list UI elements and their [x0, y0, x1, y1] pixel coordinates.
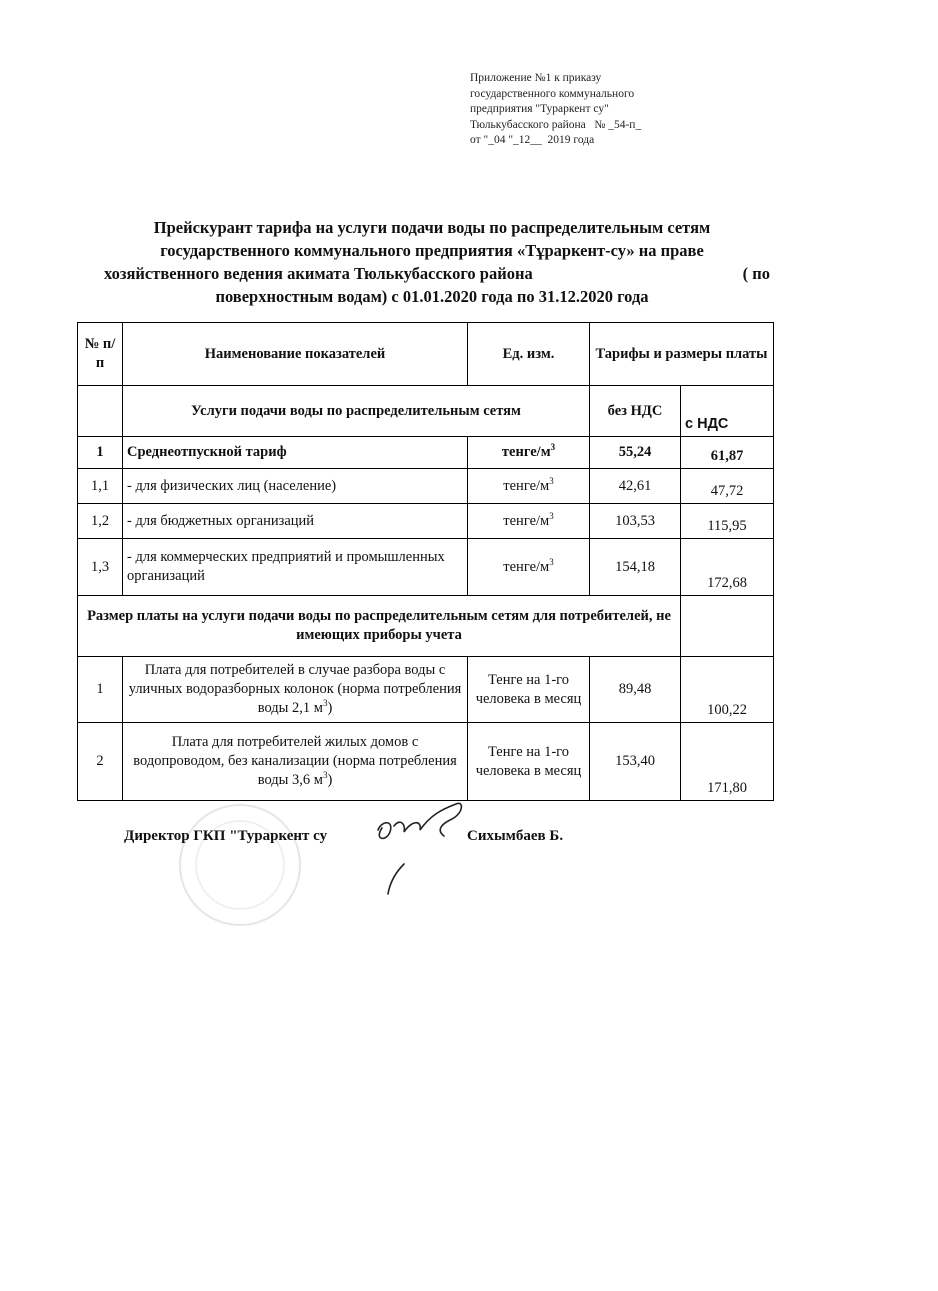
table-row — [78, 539, 774, 596]
row-unit-text: тенге/м — [503, 512, 550, 529]
subheader-service: Услуги подачи воды по распределительным сетям — [123, 386, 590, 437]
row-num: 1 — [78, 437, 123, 469]
annex-line: Тюлькубасского района № _54-п_ — [470, 118, 642, 131]
table-row — [78, 437, 774, 469]
header-tariffs: Тарифы и размеры платы — [590, 323, 774, 386]
row-name — [123, 657, 468, 723]
section-title: Размер платы на услуги подачи воды по распределительным сетям для потребителей, не имеющих приборы учета — [78, 596, 681, 657]
title-line: поверхностным водам) с 01.01.2020 года по 31.12.2020 года — [215, 287, 649, 306]
title-line: государственного коммунального предприятия «Тұраркент-су» на праве — [160, 241, 704, 260]
director-name: Сихымбаев Б. — [467, 828, 564, 844]
header-unit: Ед. изм. — [468, 323, 590, 386]
tariff-table — [77, 322, 774, 801]
section-empty — [681, 596, 774, 657]
row-num: 1 — [78, 657, 123, 723]
title-line: Прейскурант тарифа на услуги подачи воды по распределительным сетям — [153, 218, 711, 237]
row-unit-text: тенге/м — [503, 477, 550, 494]
annex-line: от "_04 "_12__ 2019 года — [470, 134, 595, 146]
row-name: - для бюджетных организаций — [123, 504, 468, 539]
row-name-tail: ) — [327, 700, 333, 716]
row-unit-text: тенге/м — [503, 558, 550, 575]
row-name: Среднеотпускной тариф — [123, 437, 468, 469]
stamp-icon — [140, 800, 340, 930]
row-unit-exp: 3 — [549, 556, 554, 567]
row-unit-exp: 3 — [550, 442, 556, 453]
row-with-vat: 115,95 — [681, 504, 774, 539]
row-unit: Тенге на 1-го человека в месяц — [468, 657, 590, 723]
title-line — [92, 262, 772, 285]
row-unit — [468, 469, 590, 504]
row-num: 2 — [78, 723, 123, 801]
title-line-tail: ( по — [742, 264, 770, 283]
annex-line: Приложение №1 к приказу — [470, 72, 602, 84]
director-position: Директор ГКП "Тураркент су — [124, 828, 328, 844]
subheader-with-vat: с НДС — [681, 386, 774, 437]
signature-icon — [360, 790, 480, 900]
table-row — [78, 657, 774, 723]
row-name-text: Плата для потребителей жилых домов с водопроводом, без канализации (норма потребления воды 3,6 м — [133, 734, 457, 788]
table-row — [78, 723, 774, 801]
annex-line: предприятия "Тураркент су" — [470, 103, 609, 115]
row-no-vat: 103,53 — [590, 504, 681, 539]
row-num: 1,2 — [78, 504, 123, 539]
row-name-exp: 3 — [322, 698, 328, 709]
table-subheader-row — [78, 386, 774, 437]
section-row — [78, 596, 774, 657]
row-name-text: Плата для потребителей в случае разбора воды с уличных водоразборных колонок (норма потребления воды 2,1 м — [128, 662, 462, 716]
row-no-vat: 154,18 — [590, 539, 681, 596]
row-name-exp: 3 — [322, 770, 328, 781]
table-row — [78, 504, 774, 539]
row-no-vat: 55,24 — [590, 437, 681, 469]
row-num: 1,1 — [78, 469, 123, 504]
table-row — [78, 469, 774, 504]
title-line-text: хозяйственного ведения акимата Тюлькубасского района — [104, 264, 533, 283]
row-name-tail: ) — [327, 772, 333, 788]
row-no-vat: 153,40 — [590, 723, 681, 801]
document-title — [92, 216, 772, 308]
subheader-empty — [78, 386, 123, 437]
row-with-vat: 61,87 — [681, 437, 774, 469]
row-no-vat: 42,61 — [590, 469, 681, 504]
row-name: - для физических лиц (население) — [123, 469, 468, 504]
row-unit-text: тенге/м — [501, 444, 551, 460]
row-name — [123, 723, 468, 801]
table-header-row — [78, 323, 774, 386]
row-unit — [468, 539, 590, 596]
row-unit-exp: 3 — [549, 510, 554, 521]
header-num: № п/п — [78, 323, 123, 386]
row-no-vat: 89,48 — [590, 657, 681, 723]
row-unit — [468, 437, 590, 469]
row-with-vat: 171,80 — [681, 723, 774, 801]
row-name: - для коммерческих предприятий и промышленных организаций — [123, 539, 468, 596]
row-num: 1,3 — [78, 539, 123, 596]
row-unit: Тенге на 1-го человека в месяц — [468, 723, 590, 801]
row-with-vat: 172,68 — [681, 539, 774, 596]
row-with-vat: 47,72 — [681, 469, 774, 504]
annex-line: государственного коммунального — [470, 87, 635, 100]
subheader-no-vat: без НДС — [590, 386, 681, 437]
row-unit-exp: 3 — [549, 475, 554, 486]
row-unit — [468, 504, 590, 539]
header-name: Наименование показателей — [123, 323, 468, 386]
annex-block — [470, 71, 730, 149]
row-with-vat: 100,22 — [681, 657, 774, 723]
